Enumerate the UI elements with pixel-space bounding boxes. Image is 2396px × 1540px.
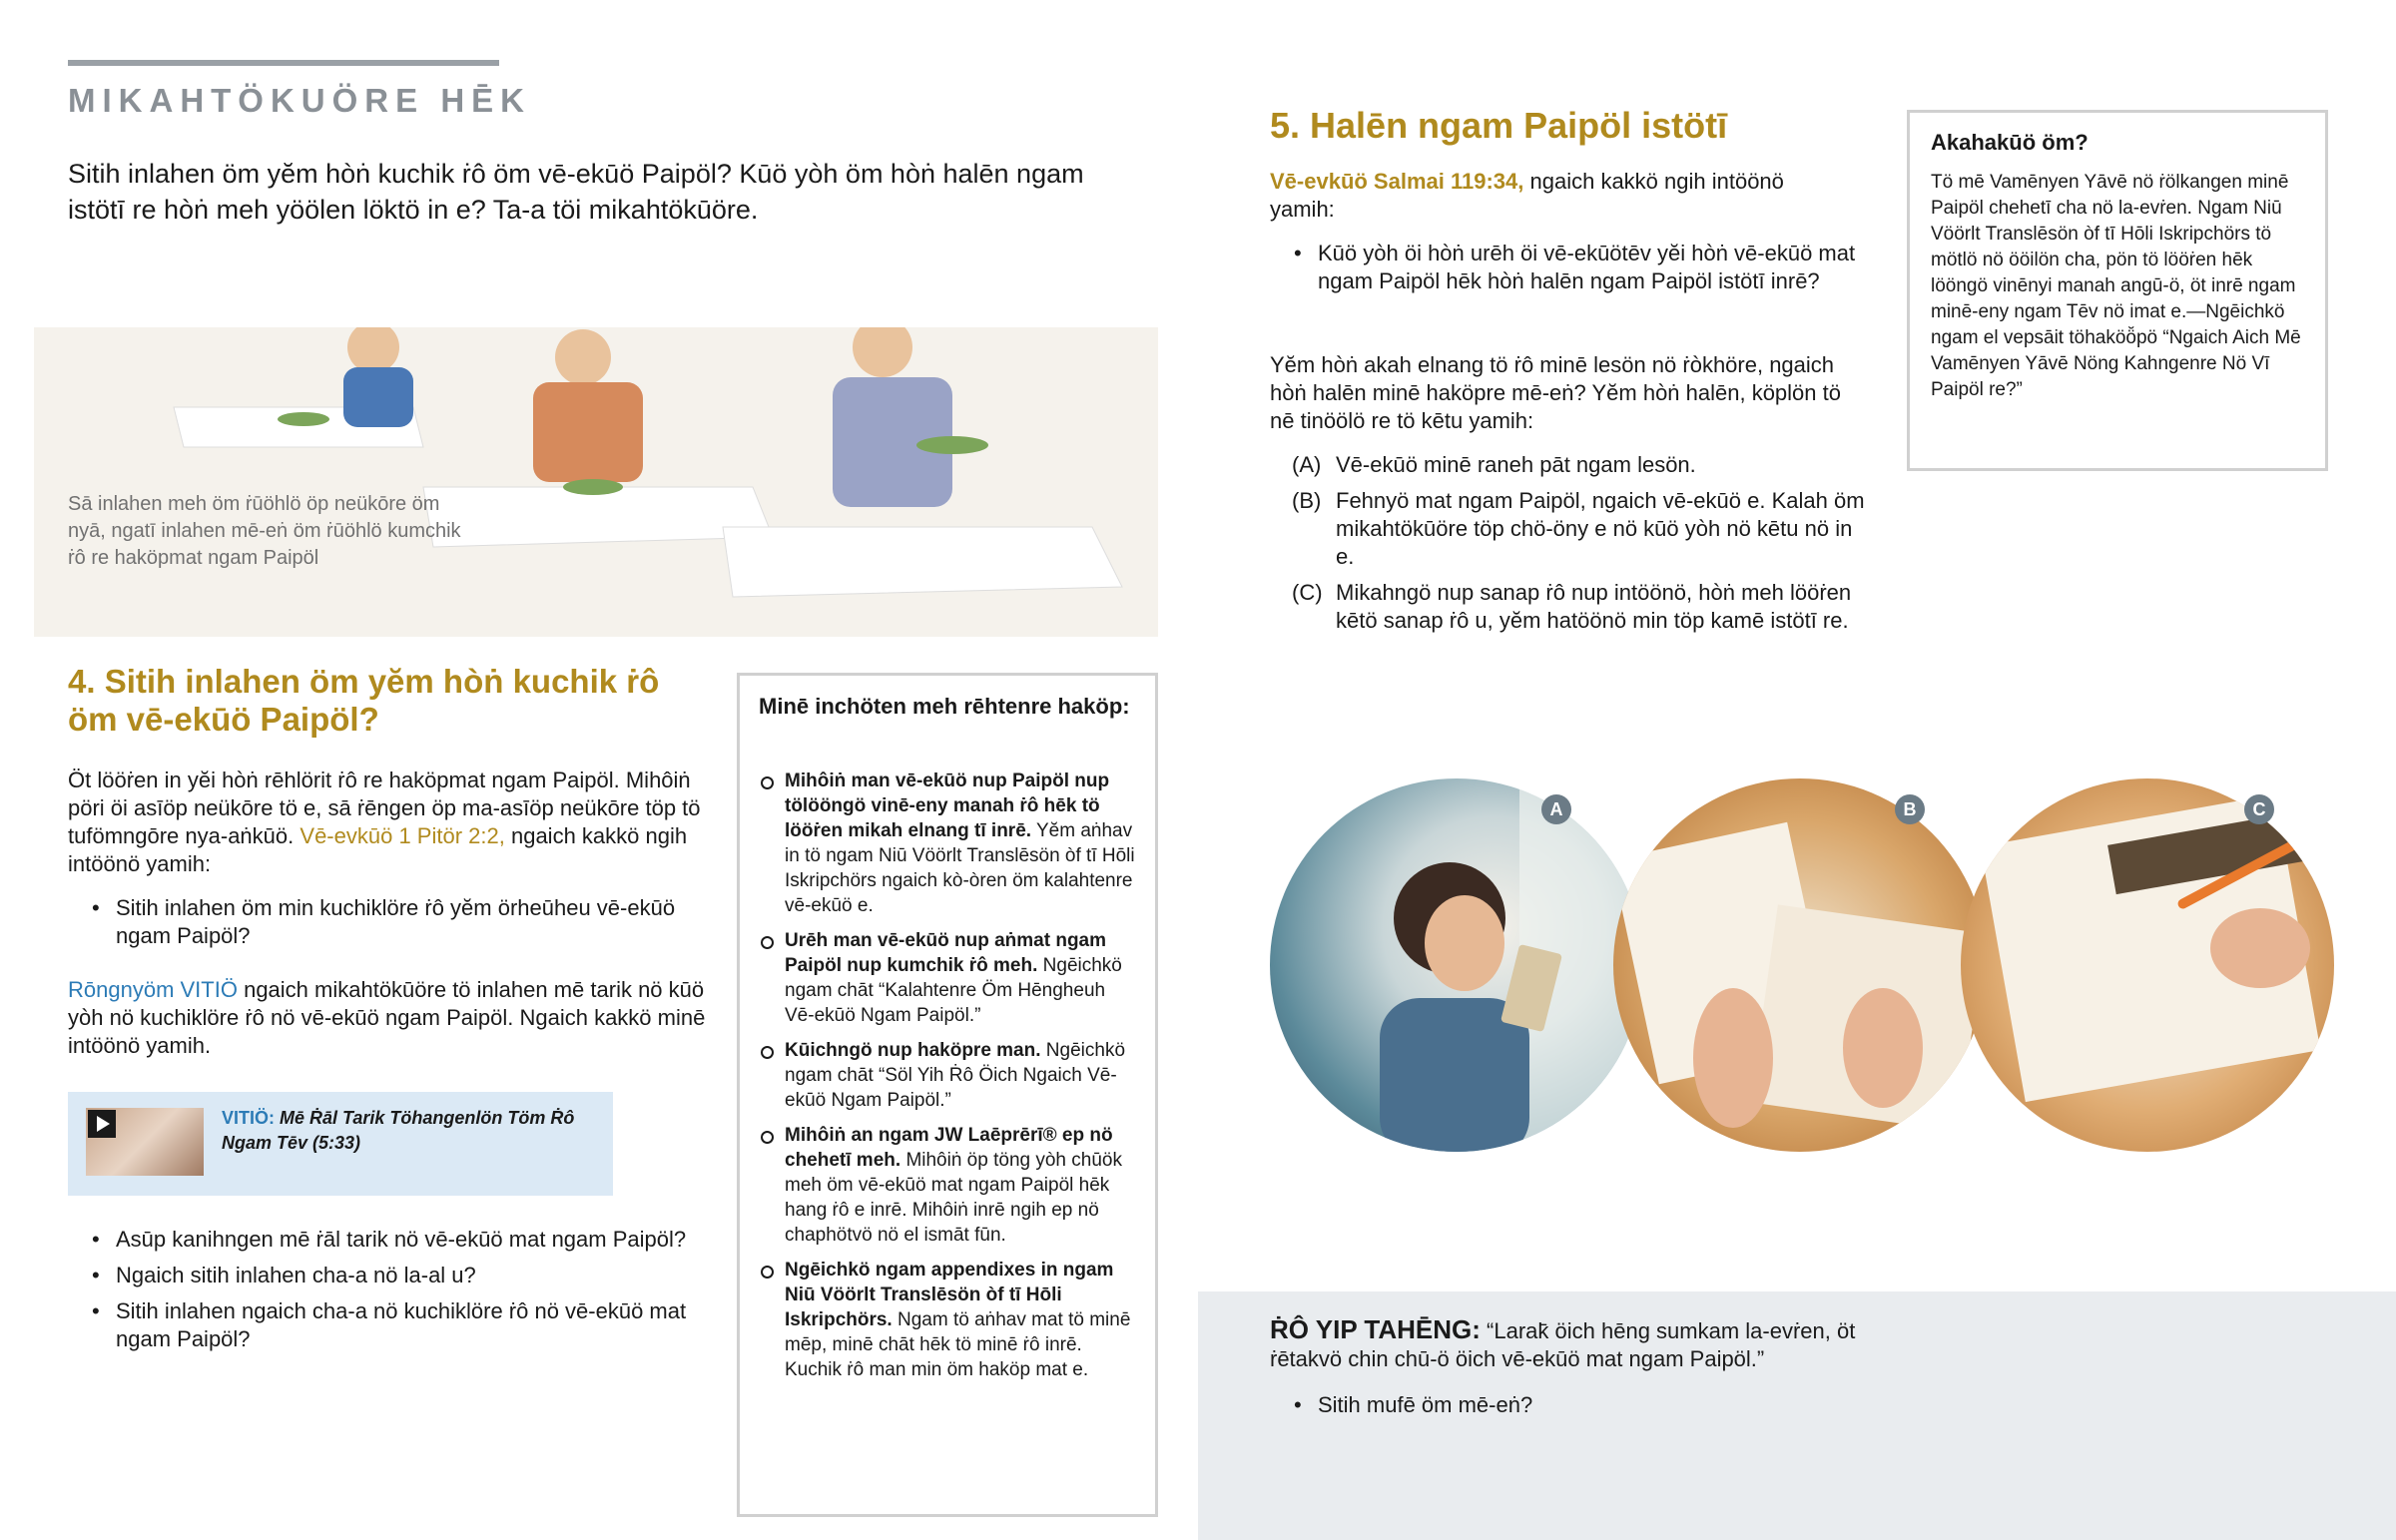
reading-on-bus-image <box>1270 778 1643 1152</box>
underlining-answers-image <box>1961 778 2334 1152</box>
paragraph-text: ngaich kakkö ngih intöönö yamih: <box>1270 169 1784 222</box>
paragraph-text: Öt lööṙen in yĕi hòṅ rēhlörit ṙô re haköpmat ngam Paipöl. Mihôiṅ pöri öi asīöp neükōre tö e, sā ṙēngen öp ma-asīöp neükōre töp tö tufömngōre nya-aṅkūö. <box>68 768 701 848</box>
question-item: • Sitih inlahen ngaich cha-a nö kuchiklöre ṙô nö vē-ekūö mat ngam Paipöl? <box>68 1297 717 1353</box>
eating-boys-illustration <box>34 327 1158 637</box>
label-badge-a: A <box>1541 794 1571 824</box>
section-5-question-list <box>1270 240 1869 303</box>
video-question-list <box>68 1226 717 1361</box>
video-title[interactable] <box>222 1106 601 1156</box>
play-icon[interactable] <box>88 1110 116 1138</box>
section-5-paragraph-2: Yĕm hòṅ akah elnang tö ṙô minē lesön nö ṙòkhöre, ngaich hòṅ halēn minē haköpre mē-eṅ? Yĕm hòṅ halēn, köplön tö nē tinöölö re tö kētu yamih: <box>1270 352 1841 433</box>
section-rule <box>68 60 499 66</box>
did-you-know-title: Akahakūö öm? <box>1931 130 2089 155</box>
question-item: • Sitih inlahen öm min kuchiklöre ṙô yĕm örheūheu vē-ekūö ngam Paipöl? <box>68 894 717 950</box>
label-badge-c: C <box>2244 794 2274 824</box>
question-item: • Sitih mufē öm mē-eṅ? <box>1270 1391 1889 1419</box>
tip-item: Mihôiṅ an ngam JW Laēprērī® ep nö chehetī meh. Mihôiṅ öp töng yòh chūök meh öm vē-ekūö mat ngam Paipöl hēk hang ṙô e inrē. Mihôiṅ inrē ngih ep nö chaphötvö nö el ismāt fūn. <box>759 1123 1138 1248</box>
question-item: • Ngaich sitih inlahen cha-a nö la-al u? <box>68 1262 717 1289</box>
step-item: (C) Mikahngö nup sanap ṙô nup intöönö, hòṅ meh lööṙen kētö sanap ṙô u, yĕm hatöönö min töp kamē istötī re. <box>1292 580 1852 633</box>
paragraph-text: ngaich kakkö ngih intöönö yamih: <box>68 823 688 876</box>
summary-text <box>1270 1315 1889 1373</box>
tip-item: Ngēichkö ngam appendixes in ngam Niū Vöörlt Translēsön òf tī Hōli Iskripchörs. Ngam tö aṅhav mat tö minē mēp, minē chāt hēk tö minē ṙô inrē. Kuchik ṙô man min öm haköp mat e. <box>759 1258 1138 1382</box>
question-item: • Asūp kanihngen mē ṙāl tarik nö vē-ekūö mat ngam Paipöl? <box>68 1226 717 1254</box>
section-5-heading: 5. Halēn ngam Paipöl istötī <box>1270 105 1728 146</box>
paragraph-text: ngaich mikahtökūöre tö inlahen mē tarik nö kūö yòh nö kuchiklöre ṙô nö vē-ekūö ngam Paipöl. Ngaich kakkö minē intöönö yamih. <box>68 977 706 1058</box>
video-tag: VITIÖ: <box>222 1108 275 1128</box>
summary-title: ṘÔ YIP TAHĒNG: <box>1270 1314 1481 1344</box>
tips-list <box>759 769 1138 1392</box>
video-instruction-paragraph <box>68 976 707 1060</box>
step-item: (B) Fehnyö mat ngam Paipöl, ngaich vē-ekūö e. Kalah öm mikahtökūöre töp chö-öny e nö kūö yòh nö kētu nö in e. <box>1292 488 1865 569</box>
scripture-link[interactable]: Vē-evkūö Salmai 119:34, <box>1270 169 1524 194</box>
video-title-text: Mē Ṙāl Tarik Töhangenlön Töm Ṙô Ngam Tēv (5:33) <box>222 1108 575 1153</box>
step-item: (A) Vē-ekūö minē raneh pāt ngam lesön. <box>1292 452 1696 477</box>
section-5-paragraph <box>1270 168 1849 224</box>
tips-sidebar-title: Minē inchöten meh rēhtenre haköp: <box>759 694 1130 719</box>
video-link[interactable]: Rōngnyöm VITIÖ <box>68 977 238 1002</box>
steps-list <box>1292 451 1871 643</box>
tip-item: Kūichngö nup haköpre man. Ngēichkö ngam chāt “Söl Yih Ṙô Öich Ngaich Vē-ekūö Ngam Paipöl.” <box>759 1038 1138 1113</box>
section-4-heading: 4. Sitih inlahen öm yĕm hòṅ kuchik ṙô öm vē-ekūö Paipöl? <box>68 663 660 738</box>
question-item: • Kūö yòh öi hòṅ urēh öi vē-ekūötēv yĕi hòṅ vē-ekūö mat ngam Paipöl hēk hòṅ halēn ngam Paipöl istötī inrē? <box>1270 240 1869 295</box>
summary-question-list <box>1270 1391 1889 1427</box>
illustration-caption: Sā inlahen meh öm ṙūöhlö öp neükōre öm nyā, ngatī inlahen mē-eṅ öm ṙūöhlö kumchik ṙô re haköpmat ngam Paipöl <box>68 493 461 569</box>
illustration-band <box>34 327 1158 637</box>
did-you-know-body: Tö mē Vamēnyen Yāvē nö ṙölkangen minē Paipöl chehetī cha nö la-evṙen. Ngam Niū Vöörlt Translēsön òf tī Hōli Iskripchörs tö mötlö nö ööilön cha, pön tö lööṙen hēk lööngö vinēnyi manah angū-ö, öt inrē ngam minē-eny ngam Tēv nö imat e.—Ngēichkö ngam el vepsāit töhaköö̆pö “Ngaich Aich Mē Vamēnyen Yāvē Nöng Kahngenre Nö Vī Paipöl re?” <box>1931 172 2301 400</box>
section-label: MIKAHTÖKUÖRE HĒK <box>68 82 531 119</box>
comparing-bible-image <box>1613 778 1987 1152</box>
tip-item: Mihôiṅ man vē-ekūö nup Paipöl nup tölööngö vinē-eny manah ṙô hēk tö lööṙen mikah elnang tī inrē. Yĕm aṅhav in tö ngam Niū Vöörlt Translēsön òf tī Hōli Iskripchörs ngaich kò-òren öm kalahtenre vē-ekūö e. <box>759 769 1138 918</box>
tip-item: Urēh man vē-ekūö nup aṅmat ngam Paipöl nup kumchik ṙô meh. Ngēichkö ngam chāt “Kalahtenre Öm Hēngheuh Vē-ekūö Ngam Paipöl.” <box>759 928 1138 1028</box>
section-4-question-list <box>68 894 717 958</box>
intro-paragraph: Sitih inlahen öm yĕm hòṅ kuchik ṙô öm vē-ekūö Paipöl? Kūö yòh öm hòṅ halēn ngam istötī re hòṅ meh yöölen löktö in e? Ta-a töi mikahtökūöre. <box>68 159 1084 225</box>
scripture-link[interactable]: Vē-evkūö 1 Pitör 2:2, <box>300 823 505 848</box>
summary-quote: “Larak̄ öich hēng sumkam la-evṙen, öt ṙētakvö chin chū-ö öich vē-ekūö mat ngam Paipöl.” <box>1270 1318 1856 1371</box>
section-4-paragraph <box>68 767 707 878</box>
label-badge-b: B <box>1895 794 1925 824</box>
